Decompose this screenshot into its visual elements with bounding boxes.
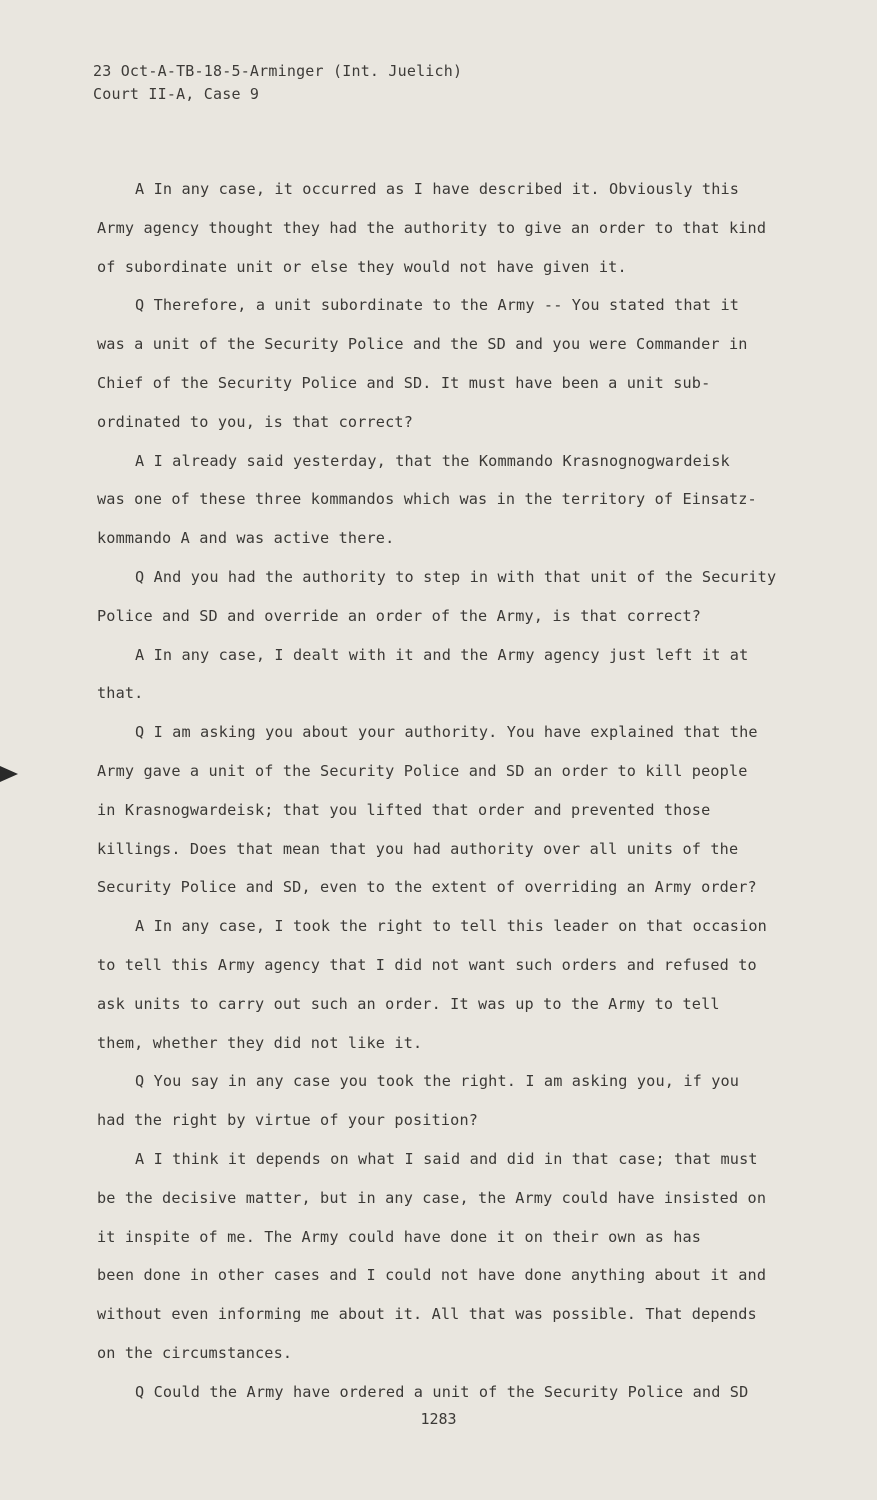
paragraph-line: it inspite of me. The Army could have done it on their own as has [97,1227,702,1246]
paragraph-line: to tell this Army agency that I did not want such orders and refused to [97,955,757,974]
paragraph-line: Police and SD and override an order of the Army, is that correct? [97,606,702,625]
paragraph-line: ask units to carry out such an order. It was up to the Army to tell [97,994,720,1013]
paragraph-line: Army gave a unit of the Security Police and SD an order to kill people [97,761,748,780]
header-line-1: 23 Oct-A-TB-18-5-Arminger (Int. Juelich) [93,62,463,80]
page-edge-arrow-icon [0,766,18,782]
paragraph-first-line: A In any case, I took the right to tell this leader on that occasion [135,917,767,936]
page-number: 1283 [420,1410,457,1428]
paragraph-line: Army agency thought they had the authority to give an order to that kind [97,218,767,237]
paragraph-line: ordinated to you, is that correct? [97,412,413,431]
paragraph-line: that. [97,684,144,703]
paragraph-line: killings. Does that mean that you had authority over all units of the [97,839,739,858]
paragraph-line: on the circumstances. [97,1343,293,1362]
paragraph-first-line: A I already said yesterday, that the Kommando Krasnognogwardeisk [135,451,730,470]
paragraph-line: without even informing me about it. All that was possible. That depends [97,1305,757,1324]
paragraph-first-line: Q And you had the authority to step in with that unit of the Security [135,567,777,586]
paragraph-line: in Krasnogwardeisk; that you lifted that order and prevented those [97,800,711,819]
paragraph-first-line: Q Therefore, a unit subordinate to the Army -- You stated that it [135,296,740,315]
paragraph-line: Security Police and SD, even to the extent of overriding an Army order? [97,878,757,897]
transcript-body [97,170,822,1412]
paragraph-line: was one of these three kommandos which was in the territory of Einsatz- [97,490,757,509]
paragraph-line: had the right by virtue of your position? [97,1111,479,1130]
paragraph-line: be the decisive matter, but in any case, the Army could have insisted on [97,1188,767,1207]
paragraph-first-line: A In any case, it occurred as I have described it. Obviously this [135,180,740,198]
paragraph-line: kommando A and was active there. [97,529,395,548]
paragraph-line: them, whether they did not like it. [97,1033,423,1052]
paragraph-first-line: Q I am asking you about your authority. You have explained that the [135,723,758,742]
paragraph-first-line: Q Could the Army have ordered a unit of the Security Police and SD [135,1382,749,1401]
paragraph-first-line: Q You say in any case you took the right. I am asking you, if you [135,1072,740,1091]
paragraph-line: of subordinate unit or else they would not have given it. [97,257,627,276]
paragraph-line: Chief of the Security Police and SD. It must have been a unit sub- [97,373,711,392]
header-line-2: Court II-A, Case 9 [93,85,260,103]
paragraph-line: was a unit of the Security Police and the SD and you were Commander in [97,335,748,354]
paragraph-line: been done in other cases and I could not have done anything about it and [97,1266,767,1285]
document-header [93,60,462,106]
paragraph-first-line: A In any case, I dealt with it and the Army agency just left it at [135,645,749,664]
paragraph-first-line: A I think it depends on what I said and did in that case; that must [135,1149,758,1168]
